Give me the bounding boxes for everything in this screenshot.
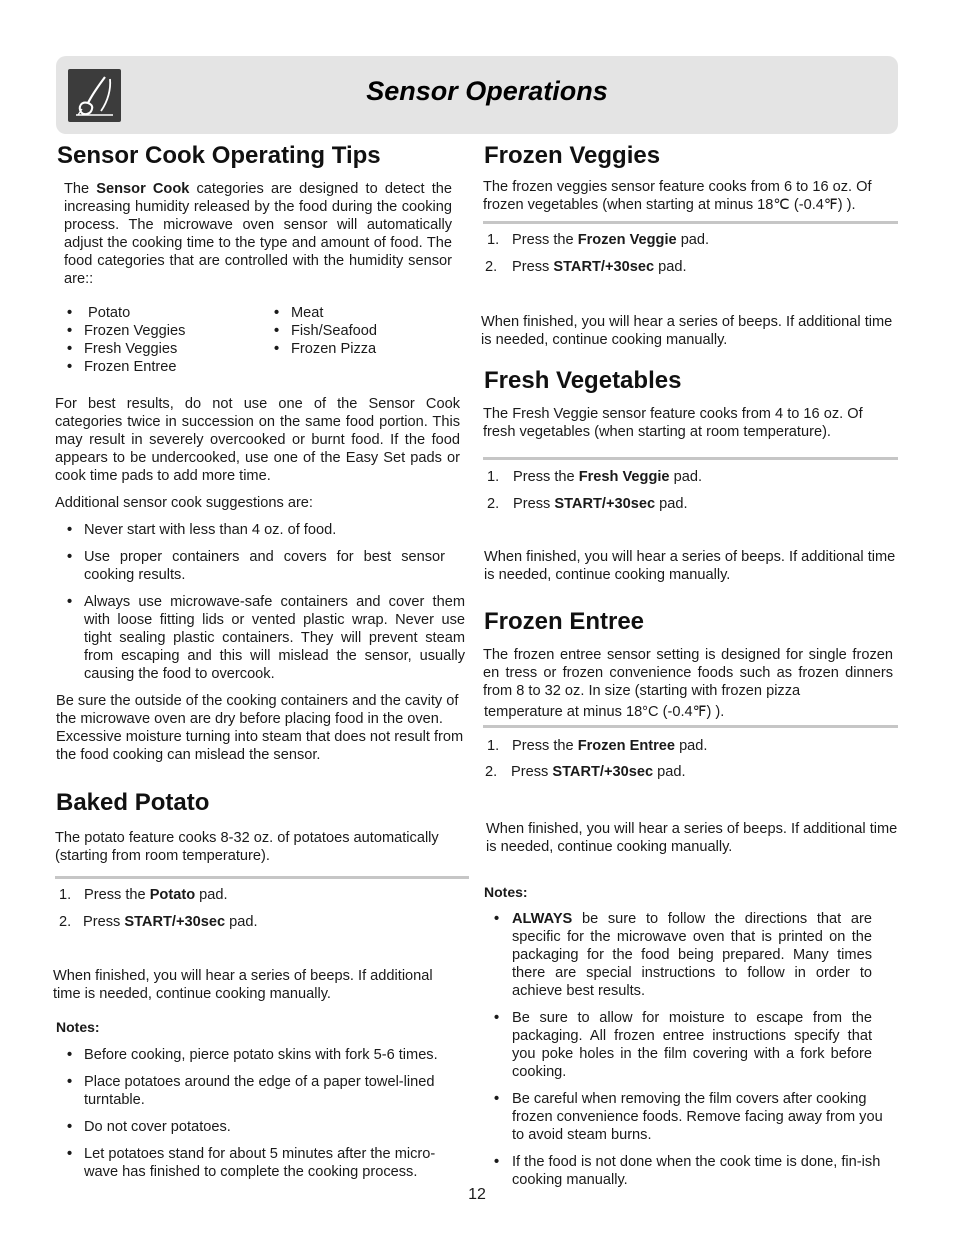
page-number: 12 (468, 1186, 486, 1203)
frozen-entree-intro: The frozen entree sensor setting is designed for single frozen en tress or frozen convenience foods such as frozen dinners from 8 to 32 oz. In size (starting with frozen pizza (483, 647, 893, 699)
dry-container-paragraph: Be sure the outside of the cooking containers and the cavity of the microwave oven are dry before placing food in the oven. Excessive moisture turning into steam that does not result from the food cooking can mislead the sensor. (56, 693, 464, 763)
baked-potato-step-1: 1. Press the Potato pad. (59, 887, 228, 903)
list-item: • Frozen Pizza (274, 341, 377, 357)
sensor-cook-tips-heading: Sensor Cook Operating Tips (57, 142, 381, 169)
list-item: • ALWAYS be sure to follow the directions that are specific for the microwave oven that is printed on the packaging for the food being prepared. Many times there are special instructions to follow in order to achieve best results. (494, 911, 872, 999)
fresh-vegetables-step-2: 2. Press START/+30sec pad. (487, 496, 688, 512)
list-item: • Fresh Veggies (67, 341, 178, 357)
best-results-paragraph: For best results, do not use one of the Sensor Cook categories twice in succession on the same food portion. This may result in severely overcooked or burnt food. If the food appears to be undercooked, use one of the Easy Set pads or cook time pads to add more time. (55, 396, 460, 484)
frozen-veggies-heading: Frozen Veggies (484, 142, 661, 169)
additional-suggestions-label: Additional sensor cook suggestions are: (55, 495, 313, 511)
sensor-cook-intro: The Sensor Cook categories are designed to detect the increasing humidity released by the food during the cooking process. The microwave oven sensor will automatically adjust the cooking time to the type and amount of food. The food categories that are controlled with the humidity sensor are:: (64, 181, 453, 287)
list-item: • Frozen Veggies (67, 323, 186, 339)
list-item: • If the food is not done when the cook time is done, fin-ish cooking manually. (494, 1154, 881, 1188)
list-item: • Always use microwave-safe containers and cover them with loose fitting lids or vented plastic wrap. Never use tight sealing plastic containers. They will prevent steam from escaping and this will mislead the sensor, usually causing the food to overcook. (67, 594, 465, 682)
frozen-veggies-intro: The frozen veggies sensor feature cooks from 6 to 16 oz. Of frozen vegetables (when starting at minus 18℃ (-0.4℉) ). (483, 179, 872, 213)
frozen-veggies-step-1: 1. Press the Frozen Veggie pad. (487, 232, 710, 248)
frozen-entree-heading: Frozen Entree (484, 608, 645, 635)
frozen-entree-temperature: temperature at minus 18°C (-0.4℉) ). (484, 704, 725, 720)
fresh-vegetables-finished: When finished, you will hear a series of beeps. If additional time is needed, continue cooking manually. (484, 549, 896, 583)
list-item: • Before cooking, pierce potato skins with fork 5-6 times. (67, 1047, 438, 1063)
baked-potato-finished: When finished, you will hear a series of beeps. If additional time is needed, continue cooking manually. (53, 968, 433, 1002)
frozen-entree-notes-heading: Notes: (484, 884, 528, 900)
divider (483, 457, 898, 460)
list-item: • Frozen Entree (67, 359, 177, 375)
frozen-veggies-step-2: 2. Press START/+30sec pad. (485, 259, 687, 275)
list-item: • Let potatoes stand for about 5 minutes after the micro-wave has finished to complete the cooking process. (67, 1146, 436, 1180)
fresh-vegetables-heading: Fresh Vegetables (484, 367, 682, 394)
page-title: Sensor Operations (366, 76, 608, 106)
divider (483, 221, 898, 224)
section-header (56, 56, 898, 134)
list-item: • Fish/Seafood (274, 323, 377, 339)
baked-potato-notes-heading: Notes: (56, 1019, 100, 1035)
baked-potato-intro: The potato feature cooks 8-32 oz. of potatoes automatically (starting from room temperature). (55, 830, 439, 864)
list-item: • Do not cover potatoes. (67, 1119, 231, 1135)
baked-potato-step-2: 2. Press START/+30sec pad. (59, 914, 258, 930)
frozen-entree-step-2: 2. Press START/+30sec pad. (485, 764, 686, 780)
fresh-vegetables-intro: The Fresh Veggie sensor feature cooks from 4 to 16 oz. Of fresh vegetables (when starting at room temperature). (483, 406, 863, 440)
list-item: • Never start with less than 4 oz. of food. (67, 522, 337, 538)
frozen-entree-step-1: 1. Press the Frozen Entree pad. (487, 738, 708, 754)
list-item: • Potato (67, 305, 131, 321)
list-item: • Place potatoes around the edge of a paper towel-lined turntable. (67, 1074, 435, 1108)
list-item: • Meat (274, 305, 324, 321)
fresh-vegetables-step-1: 1. Press the Fresh Veggie pad. (487, 469, 703, 485)
divider (483, 725, 898, 728)
baked-potato-heading: Baked Potato (56, 789, 210, 816)
frozen-veggies-finished: When finished, you will hear a series of beeps. If additional time is needed, continue cooking manually. (481, 314, 893, 348)
list-item: • Be careful when removing the film covers after cooking frozen convenience foods. Remove facing away from you to avoid steam burns. (494, 1091, 883, 1143)
frozen-entree-finished: When finished, you will hear a series of beeps. If additional time is needed, continue cooking manually. (486, 821, 898, 855)
divider (55, 876, 469, 879)
list-item: • Use proper containers and covers for best sensor cooking results. (67, 549, 445, 583)
list-item: • Be sure to allow for moisture to escape from the packaging. All frozen entree instructions specify that you poke holes in the film covering with a fork before cooking. (494, 1010, 872, 1080)
